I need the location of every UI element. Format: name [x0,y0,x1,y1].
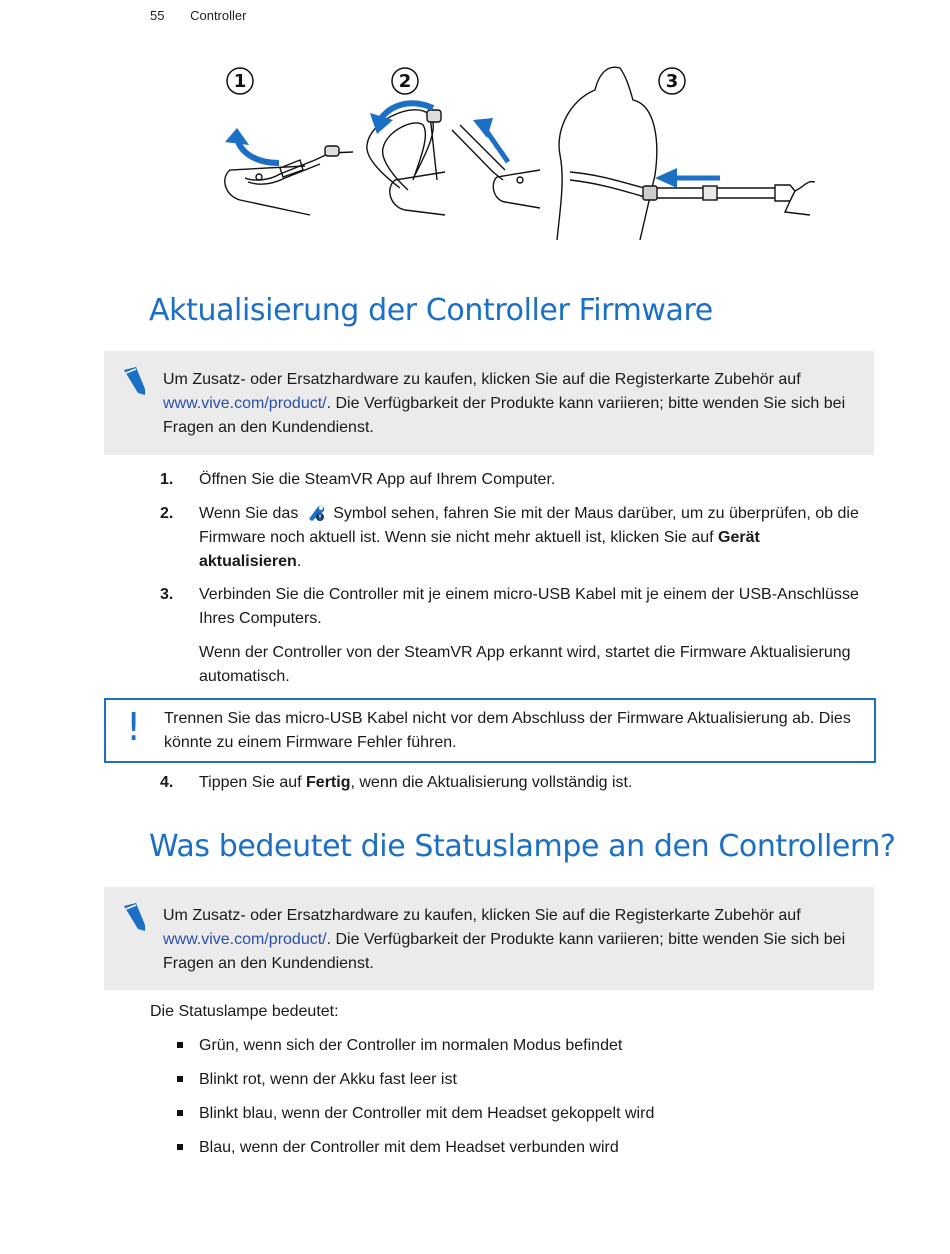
list-item: Blau, wenn der Controller mit dem Headset verbunden wird [176,1136,856,1170]
exclamation-icon: ! [126,705,142,749]
step-number: 3. [160,586,174,603]
list-item: Grün, wenn sich der Controller im normalen Modus befindet [176,1034,856,1068]
purchase-note [104,887,874,990]
step-text: Verbinden Sie die Controller mit je einem micro-USB Kabel mit je einem der USB-Anschlüsse Ihres Computers. [199,586,859,627]
step-number: 1. [160,471,174,488]
pencil-icon [118,901,148,931]
purchase-note [104,351,874,455]
step-text: Öffnen Sie die SteamVR App auf Ihrem Computer. [199,471,556,488]
vive-product-link[interactable]: www.vive.com/product/ [163,395,327,412]
step-number: 2. [160,505,174,522]
step-text-part: Tippen Sie auf [199,774,307,791]
controller-update-icon [305,502,327,522]
warning-box [104,698,876,763]
status-intro: Die Statuslampe bedeutet: [150,1003,339,1020]
list-item [160,583,860,689]
update-device-label: Gerät aktualisieren [199,529,760,570]
step-subtext: Wenn der Controller von der SteamVR App erkannt wird, startet die Firmware Aktualisierung automatisch. [199,644,851,685]
lanyard-illustration [215,60,815,245]
step-marker-3-label: 3 [665,71,679,92]
warning-text: Trennen Sie das micro-USB Kabel nicht vor dem Abschluss der Firmware Aktualisierung ab. Dies könnte zu einem Firmware Fehler führen. [164,710,851,751]
pencil-icon [118,365,148,395]
done-label: Fertig [306,774,351,791]
list-item: Blinkt blau, wenn der Controller mit dem Headset gekoppelt wird [176,1102,856,1136]
section-title-status-light: Was bedeutet die Statuslampe an den Controllern? [149,829,896,864]
list-item [160,502,860,574]
section-name: Controller [190,8,247,23]
step-text-part: Wenn Sie das [199,505,303,522]
note-text-after-link: . Die Verfügbarkeit der Produkte kann variieren; bitte wenden Sie sich bei Fragen an den Kundendienst. [163,931,846,972]
section-title-firmware: Aktualisierung der Controller Firmware [149,293,713,328]
step-number: 4. [160,774,174,791]
step-text [199,502,860,574]
page-header [150,8,246,23]
note-text: Um Zusatz- oder Ersatzhardware zu kaufen, klicken Sie auf die Registerkarte Zubehör auf [163,371,801,388]
step-text-part: Symbol sehen, fahren Sie mit der Maus darüber, um zu überprüfen, ob die Firmware noch aktuell ist. Wenn sie nicht mehr aktuell ist, klicken Sie auf [199,505,859,546]
vive-product-link[interactable]: www.vive.com/product/ [163,931,327,948]
note-text: Um Zusatz- oder Ersatzhardware zu kaufen, klicken Sie auf die Registerkarte Zubehör auf [163,907,801,924]
list-item [160,771,860,795]
status-list [176,1034,856,1170]
step-text [199,771,860,795]
step-text-part: , wenn die Aktualisierung vollständig ist. [350,774,633,791]
page-number: 55 [150,8,165,23]
step-marker-1-label: 1 [233,71,247,92]
list-item: Blinkt rot, wenn der Akku fast leer ist [176,1068,856,1102]
note-text-after-link: . Die Verfügbarkeit der Produkte kann variieren; bitte wenden Sie sich bei Fragen an den Kundendienst. [163,395,846,436]
list-item [160,468,860,492]
step-marker-2-label: 2 [398,71,412,92]
step-text-part: . [296,553,302,570]
